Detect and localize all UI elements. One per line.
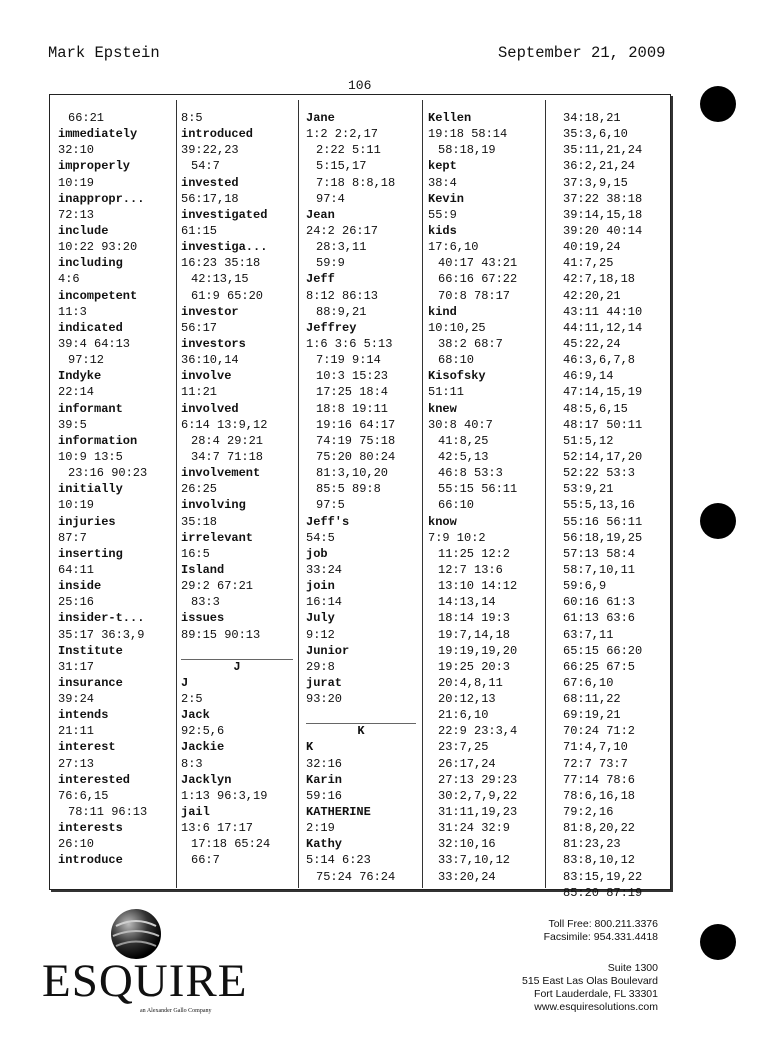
page-line-reference: 66:16 67:22 — [438, 272, 518, 287]
page-line-reference: 18:8 19:11 — [316, 401, 389, 416]
index-term: involved — [181, 401, 239, 416]
page-line-reference: 27:13 — [58, 756, 95, 771]
page-line-reference: 59:16 — [306, 788, 343, 803]
address-suite: Suite 1300 — [607, 962, 658, 974]
index-term: job — [306, 546, 328, 561]
punch-hole — [700, 924, 736, 960]
page-line-reference: 36:10,14 — [181, 353, 239, 368]
page-line-reference: 38:2 68:7 — [438, 336, 503, 351]
page-line-reference: 28:3,11 — [316, 240, 367, 255]
page-line-reference: 55:15 56:11 — [438, 482, 518, 497]
page-line-reference: 58:7,10,11 — [563, 562, 636, 577]
index-term: investor — [181, 304, 239, 319]
page-line-reference: 51:5,12 — [563, 433, 614, 448]
punch-hole — [700, 86, 736, 122]
address-street: 515 East Las Olas Boulevard — [522, 975, 658, 987]
index-column-3 — [306, 110, 416, 885]
index-term: injuries — [58, 514, 116, 529]
index-term: indicated — [58, 320, 123, 335]
page-line-reference: 39:22,23 — [181, 143, 239, 158]
page-line-reference: 22:9 23:3,4 — [438, 724, 518, 739]
index-term: Kathy — [306, 837, 343, 852]
page-line-reference: 66:21 — [68, 111, 105, 125]
page-number: 106 — [348, 78, 372, 93]
page-line-reference: 31:24 32:9 — [438, 821, 511, 836]
page-line-reference: 27:13 29:23 — [438, 772, 518, 787]
page-line-reference: 30:2,7,9,22 — [438, 788, 518, 803]
index-term: Kevin — [428, 191, 465, 206]
page-line-reference: 32:10,16 — [438, 837, 496, 852]
page-line-reference: 34:7 71:18 — [191, 449, 264, 464]
page-line-reference: 56:17,18 — [181, 191, 239, 206]
page-line-reference: 10:9 13:5 — [58, 449, 123, 464]
page-line-reference: 45:22,24 — [563, 336, 621, 351]
index-term: intends — [58, 708, 109, 723]
page-line-reference: 5:15,17 — [316, 159, 367, 174]
page-line-reference: 46:3,6,7,8 — [563, 353, 636, 368]
page-line-reference: 31:11,19,23 — [438, 805, 518, 820]
index-term: include — [58, 223, 109, 238]
page-line-reference: 97:12 — [68, 353, 105, 368]
page-line-reference — [181, 643, 293, 659]
page-line-reference: 8:5 — [181, 111, 203, 125]
page-line-reference: 17:25 18:4 — [316, 385, 389, 400]
page-line-reference: 7:18 8:8,18 — [316, 175, 396, 190]
page-line-reference: 1:6 3:6 5:13 — [306, 336, 393, 351]
page-line-reference: 8:3 — [181, 756, 203, 771]
index-term: kind — [428, 304, 457, 319]
page-line-reference: 97:4 — [316, 191, 345, 206]
page-line-reference: 25:16 — [58, 595, 95, 610]
index-term: KATHERINE — [306, 805, 371, 820]
page-line-reference: 46:9,14 — [563, 369, 614, 384]
page-line-reference: 21:6,10 — [438, 708, 489, 723]
index-term: Kellen — [428, 111, 472, 125]
page-line-reference: 68:11,22 — [563, 692, 621, 707]
page-line-reference: 11:21 — [181, 385, 218, 400]
page-line-reference: 16:23 35:18 — [181, 256, 261, 271]
page-line-reference: 88:9,21 — [316, 304, 367, 319]
index-term: interested — [58, 772, 131, 787]
page-line-reference: 76:6,15 — [58, 788, 109, 803]
index-term: Jacklyn — [181, 772, 232, 787]
page-line-reference: 2:22 5:11 — [316, 143, 381, 158]
page-line-reference: 39:20 40:14 — [563, 223, 643, 238]
page-line-reference: 19:18 58:14 — [428, 127, 508, 142]
index-term: Island — [181, 562, 225, 577]
page-line-reference: 21:11 — [58, 724, 95, 739]
page-line-reference: 48:5,6,15 — [563, 401, 628, 416]
index-term: insider-t... — [58, 611, 145, 626]
page-line-reference: 42:7,18,18 — [563, 272, 636, 287]
column-divider — [176, 100, 177, 888]
page-line-reference: 24:2 26:17 — [306, 223, 379, 238]
page-line-reference: 10:19 — [58, 175, 95, 190]
page-line-reference: 57:13 58:4 — [563, 546, 636, 561]
index-term: Jane — [306, 111, 335, 125]
index-term: knew — [428, 401, 457, 416]
page-line-reference: 78:6,16,18 — [563, 788, 636, 803]
column-divider — [422, 100, 423, 888]
index-term: July — [306, 611, 335, 626]
page-line-reference: 70:8 78:17 — [438, 288, 511, 303]
page-line-reference: 70:24 71:2 — [563, 724, 636, 739]
index-term: Jackie — [181, 740, 225, 755]
page-line-reference: 85:20 87:19 — [563, 885, 643, 900]
page-line-reference: 31:17 — [58, 659, 95, 674]
page-line-reference: 34:18,21 — [563, 111, 621, 125]
page-line-reference: 11:25 12:2 — [438, 546, 511, 561]
page-line-reference: 5:14 6:23 — [306, 853, 371, 868]
index-term: Jeffrey — [306, 320, 357, 335]
page-line-reference: 39:5 — [58, 417, 87, 432]
contact-phone-block — [544, 918, 658, 944]
page-line-reference: 32:16 — [306, 756, 343, 771]
page-line-reference: 54:7 — [191, 159, 220, 174]
index-column-5 — [563, 110, 667, 901]
page-line-reference: 83:15,19,22 — [563, 869, 643, 884]
page-line-reference: 89:15 90:13 — [181, 627, 261, 642]
page-line-reference: 7:19 9:14 — [316, 353, 381, 368]
index-term: inserting — [58, 546, 123, 561]
index-term: issues — [181, 611, 225, 626]
page-line-reference: 22:14 — [58, 385, 95, 400]
index-term: know — [428, 514, 457, 529]
page-line-reference: 65:15 66:20 — [563, 643, 643, 658]
page-line-reference: 35:17 36:3,9 — [58, 627, 145, 642]
page-line-reference: 11:3 — [58, 304, 87, 319]
page-line-reference: 74:19 75:18 — [316, 433, 396, 448]
page-line-reference: 39:24 — [58, 692, 95, 707]
page-line-reference: 75:20 80:24 — [316, 449, 396, 464]
page-line-reference: 36:2,21,24 — [563, 159, 636, 174]
page-line-reference: 75:24 76:24 — [316, 869, 396, 884]
page-line-reference — [306, 707, 416, 723]
page-line-reference: 35:11,21,24 — [563, 143, 643, 158]
page-line-reference: 61:9 65:20 — [191, 288, 264, 303]
page-line-reference: 38:4 — [428, 175, 457, 190]
page-line-reference: 2:19 — [306, 821, 335, 836]
page-line-reference: 54:5 — [306, 530, 335, 545]
page-line-reference: 26:25 — [181, 482, 218, 497]
page-line-reference: 87:7 — [58, 530, 87, 545]
page-line-reference: 52:14,17,20 — [563, 449, 643, 464]
index-term: J — [181, 675, 189, 690]
page-line-reference: 60:16 61:3 — [563, 595, 636, 610]
page-line-reference: 30:8 40:7 — [428, 417, 493, 432]
page-line-reference: 55:5,13,16 — [563, 498, 636, 513]
page-line-reference: 10:19 — [58, 498, 95, 513]
index-term: inappropr... — [58, 191, 145, 206]
page-line-reference: 19:7,14,18 — [438, 627, 511, 642]
index-term: Junior — [306, 643, 350, 658]
page-line-reference: 71:4,7,10 — [563, 740, 628, 755]
contact-address-block — [522, 962, 658, 1014]
facsimile-number: Facsimile: 954.331.4418 — [543, 931, 658, 943]
index-term: join — [306, 579, 335, 594]
index-term: jurat — [306, 675, 343, 690]
page-line-reference: 72:7 73:7 — [563, 756, 628, 771]
index-term: interest — [58, 740, 116, 755]
page-line-reference: 43:11 44:10 — [563, 304, 643, 319]
page-line-reference: 23:7,25 — [438, 740, 489, 755]
page-line-reference: 39:14,15,18 — [563, 207, 643, 222]
index-term: initially — [58, 482, 123, 497]
page-line-reference: 19:16 64:17 — [316, 417, 396, 432]
page-line-reference: 1:2 2:2,17 — [306, 127, 379, 142]
index-term: involving — [181, 498, 246, 513]
index-term: Jeff — [306, 272, 335, 287]
index-term: Karin — [306, 772, 343, 787]
page-line-reference: 92:5,6 — [181, 724, 225, 739]
page-line-reference: 83:3 — [191, 595, 220, 610]
index-term: jail — [181, 805, 210, 820]
page-line-reference: 64:11 — [58, 562, 95, 577]
website-link[interactable]: www.esquiresolutions.com — [534, 1001, 658, 1013]
page-line-reference: 83:8,10,12 — [563, 853, 636, 868]
page-line-reference: 44:11,12,14 — [563, 320, 643, 335]
page-line-reference: 28:4 29:21 — [191, 433, 264, 448]
page-line-reference: 46:8 53:3 — [438, 466, 503, 481]
page-line-reference: 32:10 — [58, 143, 95, 158]
index-term: involve — [181, 369, 232, 384]
page-line-reference: 7:9 10:2 — [428, 530, 486, 545]
page-line-reference: 77:14 78:6 — [563, 772, 636, 787]
punch-hole — [700, 503, 736, 539]
page-line-reference: 67:6,10 — [563, 675, 614, 690]
page-line-reference: 56:17 — [181, 320, 218, 335]
page-line-reference: 66:10 — [438, 498, 475, 513]
page-line-reference: 69:19,21 — [563, 708, 621, 723]
index-term: including — [58, 256, 123, 271]
page-line-reference: 58:18,19 — [438, 143, 496, 158]
page-line-reference: 12:7 13:6 — [438, 562, 503, 577]
page-line-reference: 16:5 — [181, 546, 210, 561]
page-line-reference: 17:18 65:24 — [191, 837, 271, 852]
index-term: Kisofsky — [428, 369, 486, 384]
page-line-reference: 14:13,14 — [438, 595, 496, 610]
index-term: Jeff's — [306, 514, 350, 529]
page-line-reference: 13:10 14:12 — [438, 579, 518, 594]
index-term: informant — [58, 401, 123, 416]
index-column-1 — [58, 110, 170, 869]
page-line-reference: 33:7,10,12 — [438, 853, 511, 868]
page-line-reference: 47:14,15,19 — [563, 385, 643, 400]
page-line-reference: 1:13 96:3,19 — [181, 788, 268, 803]
page-line-reference: 40:19,24 — [563, 240, 621, 255]
page-line-reference: 10:22 93:20 — [58, 240, 138, 255]
page-line-reference: 10:3 15:23 — [316, 369, 389, 384]
page-line-reference: 55:16 56:11 — [563, 514, 643, 529]
page-line-reference: 13:6 17:17 — [181, 821, 254, 836]
index-term: Institute — [58, 643, 123, 658]
page-line-reference: 97:5 — [316, 498, 345, 513]
page-line-reference: 23:16 90:23 — [68, 466, 148, 481]
page-line-reference: 33:24 — [306, 562, 343, 577]
index-column-2 — [181, 110, 293, 869]
page-line-reference: 41:8,25 — [438, 433, 489, 448]
page-line-reference: 35:18 — [181, 514, 218, 529]
index-term: inside — [58, 579, 102, 594]
page-line-reference: 59:9 — [316, 256, 345, 271]
page-line-reference: 59:6,9 — [563, 579, 607, 594]
page-line-reference: 63:7,11 — [563, 627, 614, 642]
page-line-reference: 93:20 — [306, 692, 343, 707]
page-line-reference: 19:25 20:3 — [438, 659, 511, 674]
page-line-reference: 18:14 19:3 — [438, 611, 511, 626]
index-term: introduced — [181, 127, 254, 142]
page-line-reference: 19:19,19,20 — [438, 643, 518, 658]
page-line-reference: 81:8,20,22 — [563, 821, 636, 836]
index-term: K — [306, 740, 314, 755]
page-line-reference: 17:6,10 — [428, 240, 479, 255]
index-term: investors — [181, 336, 246, 351]
page-line-reference: 55:9 — [428, 207, 457, 222]
page-line-reference: 42:5,13 — [438, 449, 489, 464]
page-line-reference: 29:2 67:21 — [181, 579, 254, 594]
page-line-reference: 9:12 — [306, 627, 335, 642]
page-line-reference: 52:22 53:3 — [563, 466, 636, 481]
index-term: invested — [181, 175, 239, 190]
index-term: investigated — [181, 207, 268, 222]
page-line-reference: 48:17 50:11 — [563, 417, 643, 432]
toll-free-number: Toll Free: 800.211.3376 — [548, 918, 658, 930]
page-line-reference: 37:3,9,15 — [563, 175, 628, 190]
page-line-reference: 79:2,16 — [563, 805, 614, 820]
index-term: introduce — [58, 853, 123, 868]
section-letter: K — [306, 723, 416, 739]
page-line-reference: 53:9,21 — [563, 482, 614, 497]
page-line-reference: 40:17 43:21 — [438, 256, 518, 271]
page-line-reference: 51:11 — [428, 385, 465, 400]
column-divider — [545, 100, 546, 888]
index-term: insurance — [58, 675, 123, 690]
page-line-reference: 29:8 — [306, 659, 335, 674]
page-line-reference: 81:3,10,20 — [316, 466, 389, 481]
page-line-reference: 41:7,25 — [563, 256, 614, 271]
index-term: irrelevant — [181, 530, 254, 545]
index-term: kids — [428, 223, 457, 238]
page-line-reference: 2:5 — [181, 692, 203, 707]
logo-wordmark: ESQUIRE — [42, 955, 248, 1007]
page-line-reference: 10:10,25 — [428, 320, 486, 335]
page-line-reference: 35:3,6,10 — [563, 127, 628, 142]
column-divider — [298, 100, 299, 888]
page-line-reference: 20:12,13 — [438, 692, 496, 707]
page-line-reference: 81:23,23 — [563, 837, 621, 852]
page-line-reference: 42:13,15 — [191, 272, 249, 287]
page-line-reference: 78:11 96:13 — [68, 805, 148, 820]
page-line-reference: 72:13 — [58, 207, 95, 222]
deponent-name: Mark Epstein — [48, 44, 160, 62]
index-term: interests — [58, 821, 123, 836]
page-line-reference: 66:25 67:5 — [563, 659, 636, 674]
page-line-reference: 68:10 — [438, 353, 475, 368]
page-line-reference: 33:20,24 — [438, 869, 496, 884]
index-term: Jack — [181, 708, 210, 723]
address-city: Fort Lauderdale, FL 33301 — [534, 988, 658, 1000]
page-line-reference: 20:4,8,11 — [438, 675, 503, 690]
page-line-reference: 16:14 — [306, 595, 343, 610]
page-line-reference: 42:20,21 — [563, 288, 621, 303]
index-term: involvement — [181, 466, 261, 481]
page-line-reference: 85:5 89:8 — [316, 482, 381, 497]
page-line-reference: 39:4 64:13 — [58, 336, 131, 351]
page-line-reference: 61:13 63:6 — [563, 611, 636, 626]
index-term: improperly — [58, 159, 131, 174]
index-term: Indyke — [58, 369, 102, 384]
page-line-reference: 6:14 13:9,12 — [181, 417, 268, 432]
index-column-4 — [428, 110, 540, 885]
index-term: incompetent — [58, 288, 138, 303]
section-letter: J — [181, 659, 293, 675]
index-term: Jean — [306, 207, 335, 222]
logo-tagline: an Alexander Gallo Company — [140, 1008, 212, 1014]
page-line-reference: 37:22 38:18 — [563, 191, 643, 206]
page-line-reference: 26:10 — [58, 837, 95, 852]
index-term: investiga... — [181, 240, 268, 255]
index-term: information — [58, 433, 138, 448]
index-term: immediately — [58, 127, 138, 142]
page-line-reference: 8:12 86:13 — [306, 288, 379, 303]
deposition-date: September 21, 2009 — [498, 44, 666, 62]
page-line-reference: 61:15 — [181, 223, 218, 238]
page-line-reference: 56:18,19,25 — [563, 530, 643, 545]
index-term: kept — [428, 159, 457, 174]
page-line-reference: 26:17,24 — [438, 756, 496, 771]
page-line-reference: 66:7 — [191, 853, 220, 868]
page-line-reference: 4:6 — [58, 272, 80, 287]
